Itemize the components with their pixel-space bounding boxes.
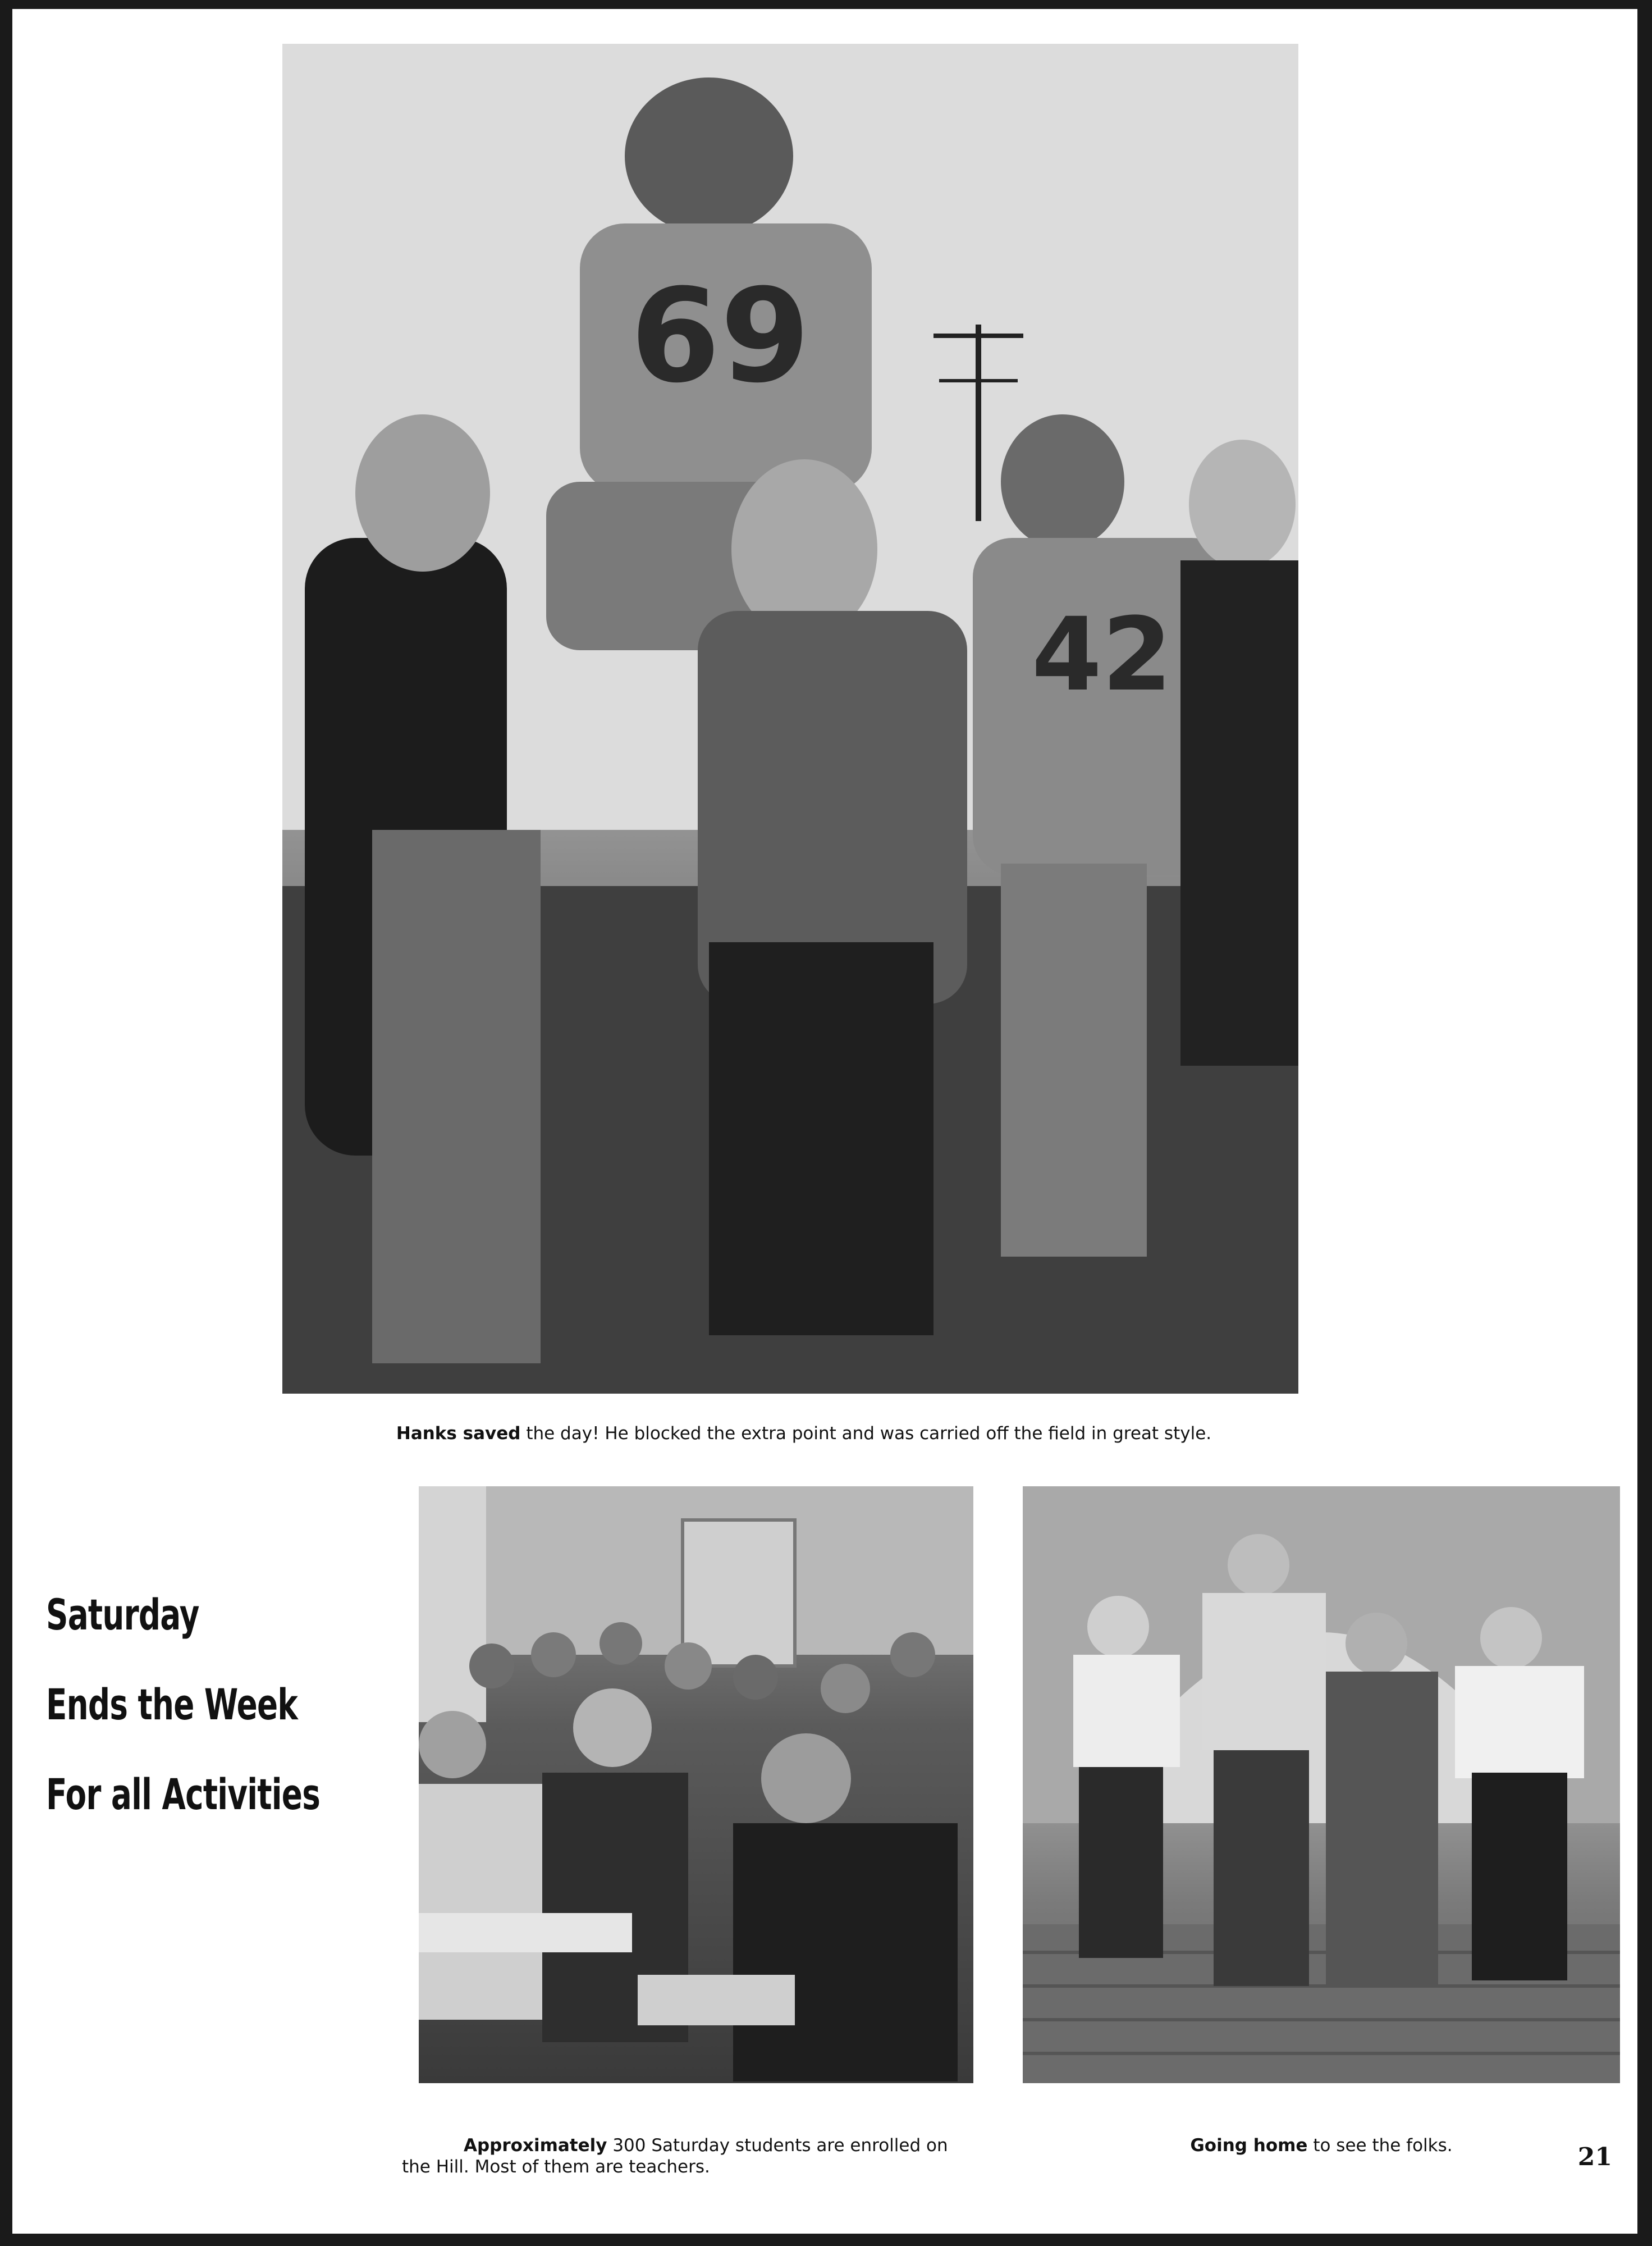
caption-lead: Approximately (464, 2135, 607, 2156)
steps-photo-illustration (1023, 1486, 1620, 2083)
caption-text: to see the folks. (1307, 2135, 1453, 2156)
football-photo (282, 44, 1298, 1394)
headline-line-3: For all Activities (46, 1769, 321, 1819)
svg-text:42: 42 (1031, 596, 1173, 714)
classroom-caption-line-1 (402, 2135, 991, 2156)
caption-text: 300 Saturday students are enrolled on (607, 2135, 948, 2156)
football-caption (327, 1423, 1281, 1444)
classroom-caption (402, 2135, 991, 2177)
football-photo-illustration (282, 44, 1298, 1394)
section-headline (46, 1570, 321, 1839)
steps-photo (1023, 1486, 1620, 2083)
yearbook-page (12, 9, 1637, 2234)
headline-line-1: Saturday (46, 1590, 199, 1640)
classroom-photo-illustration (419, 1486, 973, 2083)
caption-lead: Hanks saved (396, 1423, 521, 1444)
headline-line-2: Ends the Week (46, 1679, 298, 1729)
page-number: 21 (1577, 2143, 1612, 2171)
classroom-photo (419, 1486, 973, 2083)
classroom-caption-line-2: the Hill. Most of them are teachers. (402, 2157, 710, 2177)
caption-lead: Going home (1190, 2135, 1308, 2156)
steps-caption (1023, 2135, 1620, 2156)
svg-text:69: 69 (630, 262, 811, 412)
caption-text: the day! He blocked the extra point and was carried off the field in great style. (520, 1423, 1212, 1444)
